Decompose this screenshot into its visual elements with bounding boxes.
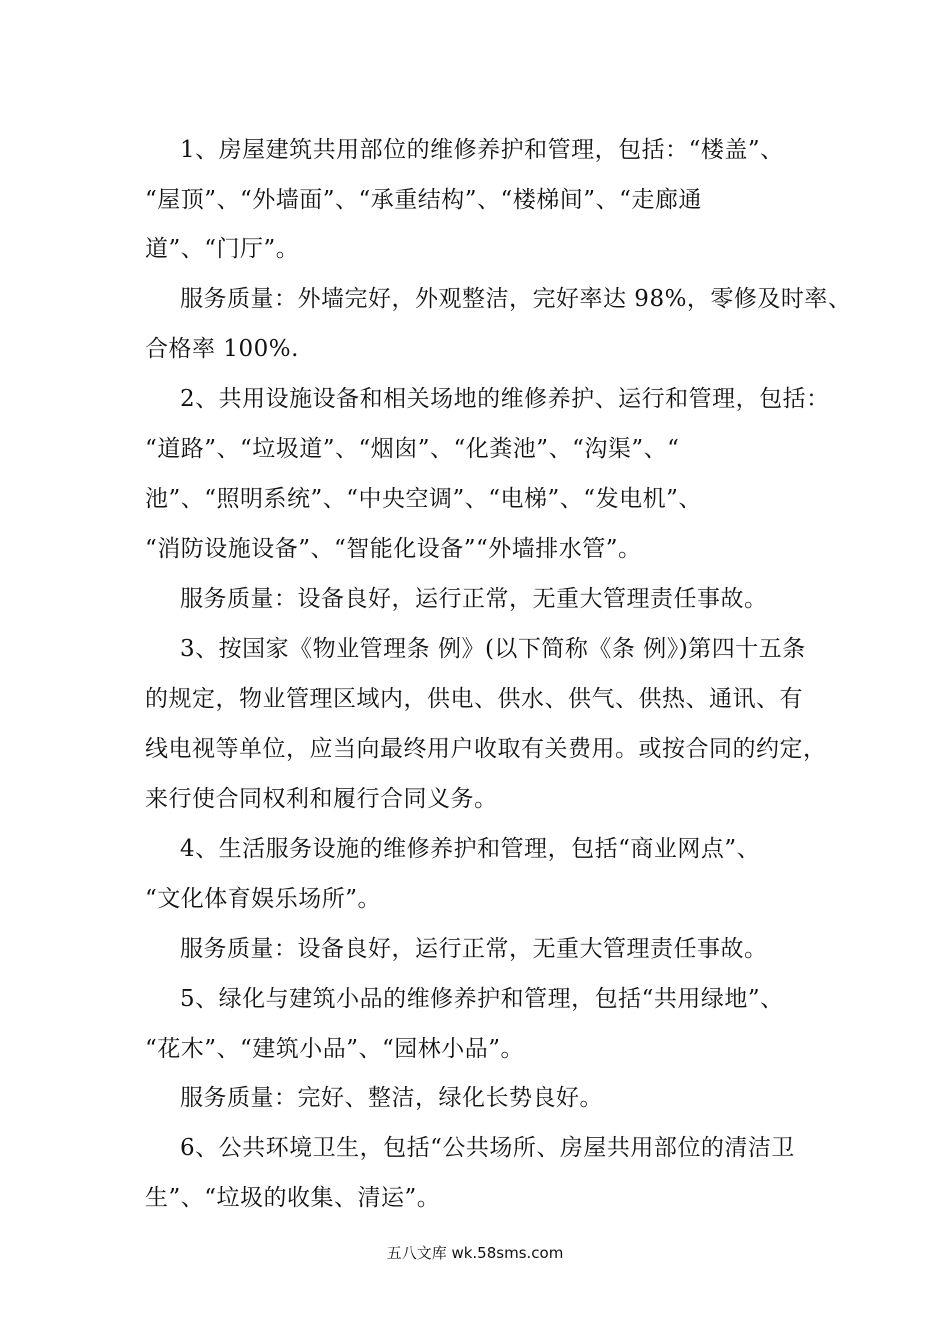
text-line: “花木”、“建筑小品”、“园林小品”。 <box>145 1036 525 1062</box>
text-line: 池”、“照明系统”、“中央空调”、“电梯”、“发电机”、 <box>145 486 702 512</box>
text-line: “道路”、“垃圾道”、“烟囱”、“化粪池”、“沟渠”、“ <box>145 436 680 462</box>
text-line: “文化体育娱乐场所”。 <box>145 886 382 912</box>
text-line: 服务质量：设备良好，运行正常，无重大管理责任事故。 <box>180 936 768 962</box>
text-line: 道”、“门厅”。 <box>145 236 300 262</box>
text-line: 1、房屋建筑共用部位的维修养护和管理，包括：“楼盖”、 <box>180 137 784 163</box>
text-line: 服务质量：完好、整洁，绿化长势良好。 <box>180 1085 603 1111</box>
text-line: 4、生活服务设施的维修养护和管理，包括“商业网点”、 <box>180 836 761 862</box>
text-line: 3、按国家《物业管理条 例》(以下简称《条 例》)第四十五条 <box>180 636 806 662</box>
text-line: 生”、“垃圾的收集、清运”。 <box>145 1185 441 1211</box>
text-line: “消防设施设备”、“智能化设备”“外墙排水管”。 <box>145 536 642 562</box>
text-line: 5、绿化与建筑小品的维修养护和管理，包括“共用绿地”、 <box>180 986 784 1012</box>
text-line: 2、共用设施设备和相关场地的维修养护、运行和管理，包括： <box>180 386 830 412</box>
text-line: 服务质量：设备良好，运行正常，无重大管理责任事故。 <box>180 586 768 612</box>
page-footer: 五八文库 wk.58sms.com <box>386 1244 564 1262</box>
text-line: 服务质量：外墙完好，外观整洁，完好率达 98%，零修及时率、 <box>180 286 852 312</box>
text-line: 的规定，物业管理区域内，供电、供水、供气、供热、通讯、有 <box>145 686 803 712</box>
text-line: 线电视等单位，应当向最终用户收取有关费用。或按合同的约定， <box>145 736 827 762</box>
text-line: 合格率 100%. <box>145 336 299 362</box>
text-line: 6、公共环境卫生，包括“公共场所、房屋共用部位的清洁卫 <box>180 1135 795 1161</box>
text-line: “屋顶”、“外墙面”、“承重结构”、“楼梯间”、“走廊通 <box>145 187 702 213</box>
text-line: 来行使合同权利和履行合同义务。 <box>145 786 498 812</box>
